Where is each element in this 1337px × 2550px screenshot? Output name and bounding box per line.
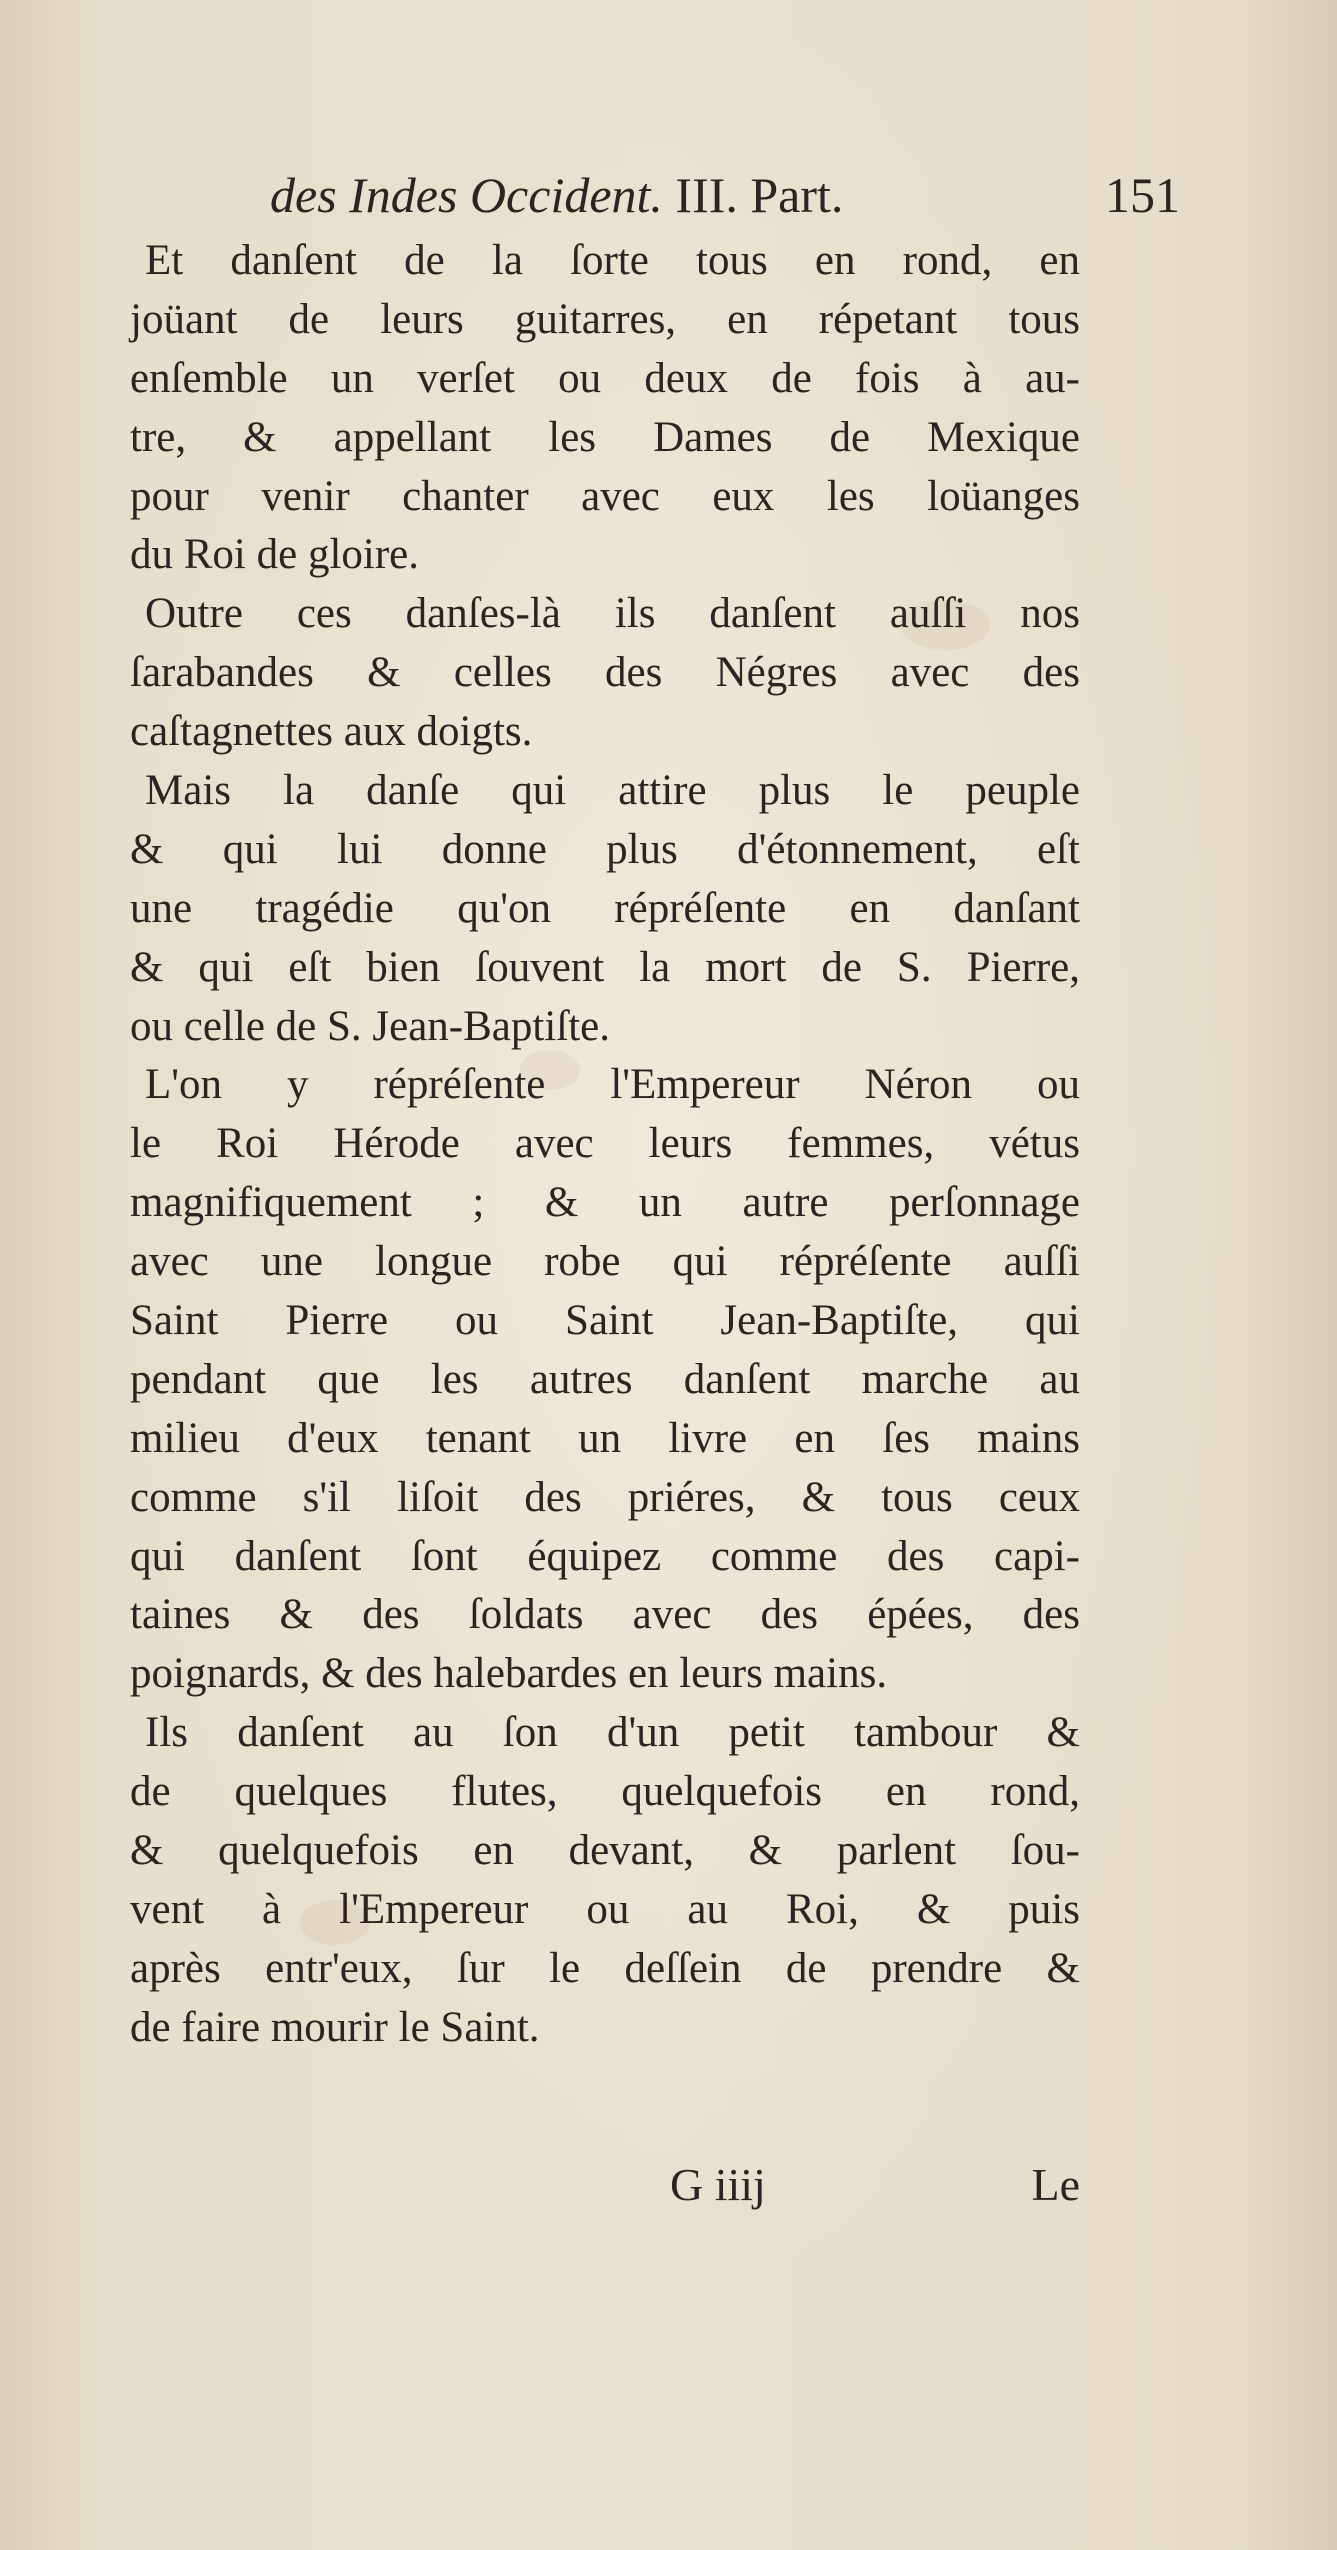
signature-mark: G iiij bbox=[670, 2159, 766, 2210]
text-line: le Roi Hérode avec leurs femmes, vétus bbox=[130, 1120, 1080, 1168]
text-line: comme s'il liſoit des priéres, & tous ceux bbox=[130, 1473, 1080, 1521]
text-line: Ils danſent au ſon d'un petit tambour & bbox=[145, 1709, 1080, 1757]
text-line: Saint Pierre ou Saint Jean-Baptiſte, qui bbox=[130, 1297, 1080, 1345]
running-title bbox=[270, 160, 843, 230]
paragraph bbox=[130, 1704, 1080, 2057]
text-line: avec une longue robe qui répréſente auſſi bbox=[130, 1238, 1080, 1286]
running-title-roman: III. Part. bbox=[662, 167, 844, 223]
text-line: joüant de leurs guitarres, en répetant tous bbox=[130, 295, 1080, 343]
text-line: vent à l'Empereur ou au Roi, & puis bbox=[130, 1885, 1080, 1933]
text-line: & qui eſt bien ſouvent la mort de S. Pierre, bbox=[130, 943, 1080, 991]
text-line: magnifiquement ; & un autre perſonnage bbox=[130, 1179, 1080, 1227]
text-line: tre, & appellant les Dames de Mexique bbox=[130, 413, 1080, 461]
text-line: L'on y répréſente l'Empereur Néron ou bbox=[145, 1061, 1080, 1109]
paragraph bbox=[130, 232, 1080, 585]
body-text bbox=[130, 232, 1080, 2058]
text-line: pendant que les autres danſent marche au bbox=[130, 1355, 1080, 1403]
text-line: milieu d'eux tenant un livre en ſes mains bbox=[130, 1414, 1080, 1462]
text-line: de faire mourir le Saint. bbox=[130, 2003, 540, 2051]
page-number: 151 bbox=[1105, 167, 1180, 223]
text-line: poignards, & des halebardes en leurs mains. bbox=[130, 1650, 888, 1698]
text-line: caſtagnettes aux doigts. bbox=[130, 708, 533, 756]
text-line: pour venir chanter avec eux les loüanges bbox=[130, 472, 1080, 520]
text-line: qui danſent ſont équipez comme des capi- bbox=[130, 1532, 1080, 1580]
text-line: & qui lui donne plus d'étonnement, eſt bbox=[130, 825, 1080, 873]
text-line: Mais la danſe qui attire plus le peuple bbox=[145, 767, 1080, 815]
text-line: & quelquefois en devant, & parlent ſou- bbox=[130, 1827, 1080, 1875]
text-line: une tragédie qu'on répréſente en danſant bbox=[130, 884, 1080, 932]
text-line: taines & des ſoldats avec des épées, des bbox=[130, 1591, 1080, 1639]
text-line: Et danſent de la ſorte tous en rond, en bbox=[145, 237, 1080, 284]
text-line: du Roi de gloire. bbox=[130, 531, 420, 579]
text-line: enſemble un verſet ou deux de fois à au- bbox=[130, 354, 1080, 402]
text-line: après entr'eux, ſur le deſſein de prendre & bbox=[130, 1944, 1080, 1992]
page-header bbox=[270, 160, 1180, 230]
text-line: ſarabandes & celles des Négres avec des bbox=[130, 649, 1080, 697]
paragraph bbox=[130, 762, 1080, 1056]
catchword: Le bbox=[1031, 2159, 1080, 2210]
paragraph bbox=[130, 585, 1080, 762]
page-footer bbox=[660, 2155, 1080, 2215]
running-title-italic: des Indes Occident. bbox=[270, 167, 663, 223]
text-line: de quelques flutes, quelquefois en rond, bbox=[130, 1768, 1080, 1816]
text-line: ou celle de S. Jean-Baptiſte. bbox=[130, 1002, 611, 1050]
text-line: Outre ces danſes-là ils danſent auſſi nos bbox=[145, 590, 1080, 638]
paragraph bbox=[130, 1056, 1080, 1704]
